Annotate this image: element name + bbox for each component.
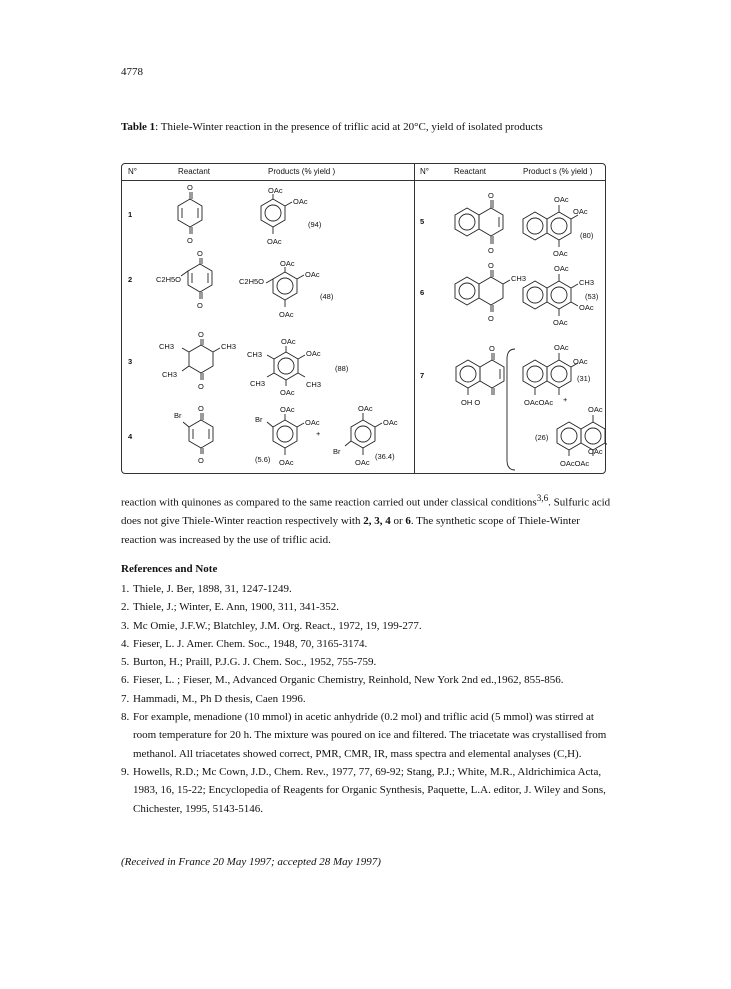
- label-oac: OAc: [355, 458, 370, 467]
- label-br: Br: [174, 411, 182, 420]
- table-caption: [121, 121, 543, 133]
- label-oac: OAc: [268, 186, 283, 195]
- label-oac: OAc: [306, 349, 321, 358]
- label-br: Br: [255, 415, 263, 424]
- label-ch3: CH3: [162, 370, 178, 379]
- chemical-structures: [122, 164, 607, 475]
- label-oac: OAc: [383, 418, 398, 427]
- label-oac: OAc: [579, 303, 594, 312]
- references-list: [121, 580, 616, 818]
- row-number-6: 6: [420, 288, 425, 297]
- label-ch3: CH3: [247, 350, 263, 359]
- yield-label: (88): [335, 364, 349, 373]
- plus-sign: +: [316, 429, 321, 438]
- yield-label: (53): [585, 292, 599, 301]
- label-o: O: [198, 330, 204, 339]
- yield-label: (5.6): [255, 455, 271, 464]
- label-oac: OAc: [280, 405, 295, 414]
- label-ch3: CH3: [221, 342, 237, 351]
- structure-3-product: [247, 337, 349, 397]
- label-o: O: [488, 261, 494, 270]
- table-caption-label: Table 1: [121, 121, 156, 133]
- reference-text: Mc Omie, J.F.W.; Blatchley, J.M. Org. React., 1972, 19, 199-277.: [133, 619, 422, 632]
- body-paragraph: [121, 489, 611, 549]
- label-oac: OAc: [554, 195, 569, 204]
- reaction-table: [121, 163, 606, 474]
- structure-5-reactant: [455, 191, 503, 255]
- received-text: (Received in France 20 May 1997; accepted 28 May 1997): [121, 856, 381, 868]
- label-oac: OAc: [554, 264, 569, 273]
- structure-3-reactant: [159, 330, 236, 391]
- label-oac: OAc: [281, 337, 296, 346]
- reference-number: 8.: [121, 711, 130, 724]
- label-oac: OAc: [573, 357, 588, 366]
- label-oac: OAc: [553, 318, 568, 327]
- yield-label: (36.4): [375, 452, 395, 461]
- label-oac: OAc: [588, 447, 603, 456]
- reference-number: 2.: [121, 601, 130, 614]
- header-reactant-right: Reactant: [454, 167, 487, 176]
- label-o: O: [197, 249, 203, 258]
- product-bracket: [507, 349, 515, 470]
- reference-number: 3.: [121, 619, 130, 632]
- reference-item: [121, 635, 616, 653]
- yield-label: (31): [577, 374, 591, 383]
- reference-item: [121, 598, 616, 616]
- header-no-right: N°: [420, 167, 429, 176]
- reference-text: Burton, H.; Praill, P.J.G. J. Chem. Soc., 1952, 755-759.: [133, 656, 377, 669]
- compound-number: 6: [405, 515, 411, 528]
- structure-2-product: [239, 259, 334, 319]
- compound-numbers: 2, 3, 4: [363, 515, 391, 528]
- structure-7-product-b: [535, 405, 607, 468]
- label-o: O: [198, 456, 204, 465]
- label-oacoac: OAcOAc: [524, 398, 554, 407]
- reference-number: 4.: [121, 637, 130, 650]
- body-text-part: reaction with quinones as compared to the same reaction carried out under classical conditions: [121, 496, 537, 509]
- reference-item: [121, 653, 616, 671]
- reference-number: 9.: [121, 765, 130, 778]
- label-o: O: [488, 246, 494, 255]
- structure-1-reactant: [178, 183, 202, 245]
- label-oac: OAc: [280, 259, 295, 268]
- label-oh-o: OH O: [461, 398, 481, 407]
- label-o: O: [488, 191, 494, 200]
- structure-6-reactant: [455, 261, 526, 323]
- plus-sign: +: [563, 395, 568, 404]
- label-oac: OAc: [305, 270, 320, 279]
- reference-number: 7.: [121, 692, 130, 705]
- header-reactant-left: Reactant: [178, 167, 211, 176]
- structure-6-product: [523, 264, 599, 327]
- label-c2h5o: C2H5O: [239, 277, 265, 286]
- label-oacoac: OAcOAc: [560, 459, 590, 468]
- structure-1-product: [261, 186, 322, 246]
- label-o: O: [187, 183, 193, 192]
- citation-superscript: 3,6: [536, 493, 549, 503]
- reference-number: 5.: [121, 656, 130, 669]
- reference-text: Thiele, J.; Winter, E. Ann, 1900, 311, 341-352.: [133, 601, 339, 614]
- label-c2h5o: C2H5O: [156, 275, 182, 284]
- reference-number: 6.: [121, 674, 130, 687]
- reference-item: [121, 580, 616, 598]
- structure-4-reactant: [174, 404, 213, 465]
- yield-label: (48): [320, 292, 334, 301]
- label-ch3: CH3: [250, 379, 266, 388]
- label-br: Br: [333, 447, 341, 456]
- body-text-part: . The synthetic scope of Thiele-Winter reaction was increased by the use of triflic acid.: [121, 515, 580, 546]
- row-number-3: 3: [128, 357, 133, 366]
- reference-text: For example, menadione (10 mmol) in acetic anhydride (0.2 mol) and triflic acid (5 mmol) was stirred at room temperature for 20 h. The mixture was poured on ice and filtered. The triacetate was crystallised from methanol. All triacetates showed correct, PMR, CMR, IR, mass spectra and elemental analyses (C,H).: [133, 711, 607, 760]
- label-ch3: CH3: [306, 380, 322, 389]
- row-number-5: 5: [420, 217, 425, 226]
- yield-label: (94): [308, 220, 322, 229]
- reference-item: [121, 617, 616, 635]
- reference-item: [121, 763, 616, 818]
- label-oac: OAc: [293, 197, 308, 206]
- header-no-left: N°: [128, 167, 137, 176]
- yield-label: (80): [580, 231, 594, 240]
- reference-number: 1.: [121, 583, 130, 595]
- label-oac: OAc: [280, 388, 295, 397]
- references-heading: References and Note: [121, 563, 218, 575]
- yield-label: (26): [535, 433, 549, 442]
- header-products-left: Products (% yield ): [268, 167, 336, 176]
- structure-7-product-a: [523, 343, 591, 407]
- label-ch3: CH3: [159, 342, 175, 351]
- structure-4-product-b: [333, 404, 398, 467]
- header-products-right: Product s (% yield ): [523, 167, 593, 176]
- label-oac: OAc: [279, 458, 294, 467]
- row-number-1: 1: [128, 210, 133, 219]
- table-caption-text: : Thiele-Winter reaction in the presence of triflic acid at 20°C, yield of isolated products: [155, 121, 543, 133]
- reference-text: Fieser, L. ; Fieser, M., Advanced Organic Chemistry, Reinhold, New York 2nd ed.,1962, 855-856.: [133, 674, 564, 687]
- row-number-4: 4: [128, 432, 133, 441]
- label-o: O: [197, 301, 203, 310]
- label-o: O: [198, 404, 204, 413]
- reference-text: Fieser, L. J. Amer. Chem. Soc., 1948, 70, 3165-3174.: [133, 637, 368, 650]
- label-o: O: [488, 314, 494, 323]
- row-number-7: 7: [420, 371, 425, 380]
- label-oac: OAc: [305, 418, 320, 427]
- label-oac: OAc: [588, 405, 603, 414]
- structure-2-reactant: [156, 249, 212, 310]
- reference-item: [121, 690, 616, 708]
- structure-4-product-a: [255, 405, 320, 467]
- label-oac: OAc: [573, 207, 588, 216]
- label-oac: OAc: [554, 343, 569, 352]
- label-oac: OAc: [279, 310, 294, 319]
- body-text-part: or: [390, 515, 406, 528]
- label-oac: OAc: [553, 249, 568, 258]
- page-number: 4778: [121, 66, 143, 78]
- label-oac: OAc: [267, 237, 282, 246]
- reference-text: Hammadi, M., Ph D thesis, Caen 1996.: [133, 692, 306, 705]
- label-o: O: [489, 344, 495, 353]
- received-note: [121, 856, 381, 868]
- structure-5-product: [523, 195, 594, 258]
- label-ch3: CH3: [511, 274, 527, 283]
- reference-text: Howells, R.D.; Mc Cown, J.D., Chem. Rev., 1977, 77, 69-92; Stang, P.J.; White, M.R., Aldrichimica Acta, 1983, 16, 15-22; Encyclopedia of Reagents for Organic Synthesis, Paquette, L.A. editor, J. Wiley and Sons, Chichester, 1995, 5143-5146.: [133, 765, 606, 815]
- label-o: O: [198, 382, 204, 391]
- structure-7-reactant: [456, 344, 504, 407]
- label-o: O: [187, 236, 193, 245]
- reference-item: [121, 671, 616, 689]
- reference-text: Thiele, J. Ber, 1898, 31, 1247-1249.: [133, 583, 292, 595]
- label-ch3: CH3: [579, 278, 595, 287]
- reference-item: [121, 708, 616, 763]
- row-number-2: 2: [128, 275, 133, 284]
- label-oac: OAc: [358, 404, 373, 413]
- body-text-part: . Sulfuric acid does not give Thiele-Winter reaction respectively with: [121, 496, 611, 528]
